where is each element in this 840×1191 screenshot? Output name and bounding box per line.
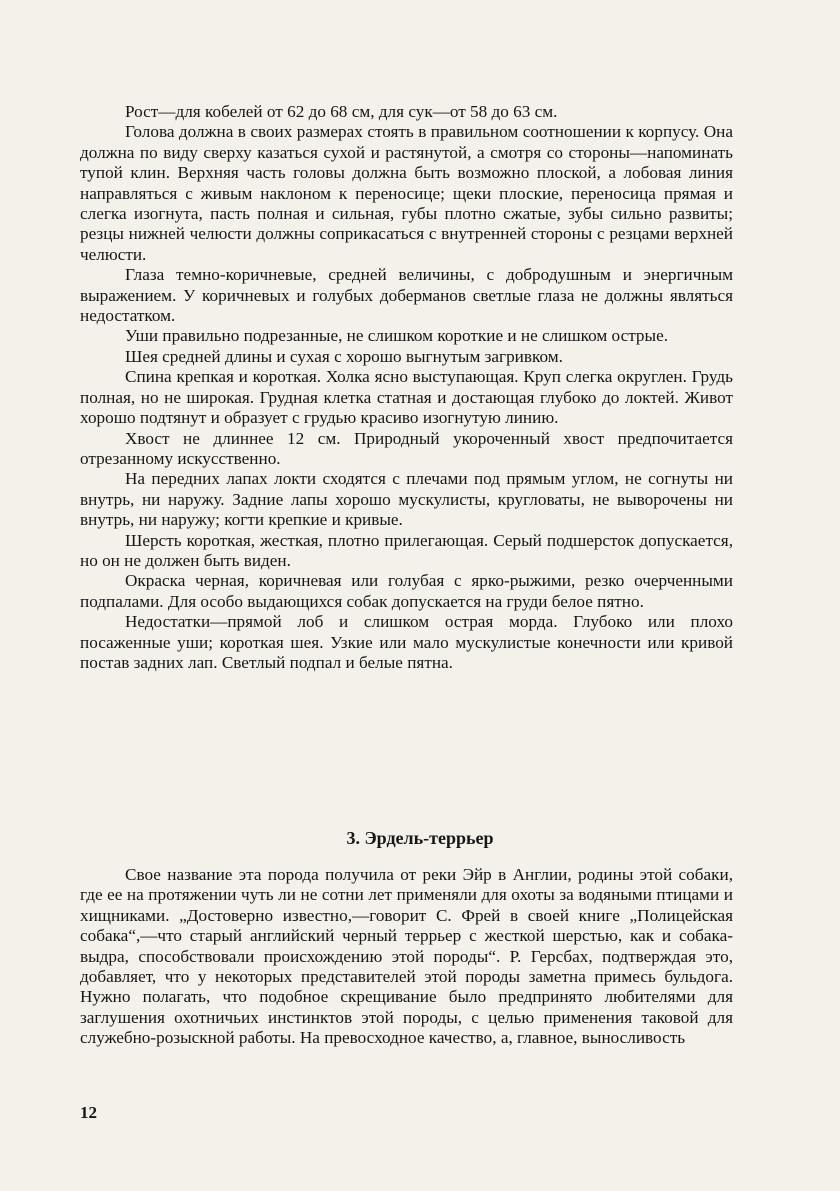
body-text [80,102,733,673]
paragraph-head: Голова должна в своих размерах стоять в правильном соотношении к корпусу. Она должна по виду сверху казаться сухой и растянутой, а смотря со стороны—напоминать тупой клин. Верхняя часть головы должна быть возможно плоской, а лобовая линия направляться с живым наклоном к переносице; щеки плоские, переносица прямая и слегка изогнута, пасть полная и сильная, губы плотно сжатые, зубы сильно развиты; резцы нижней челюсти должны соприкасаться с внутренней стороны с резцами верхней челюсти. [80,122,733,264]
paragraph-coat: Шерсть короткая, жесткая, плотно прилегающая. Серый подшерсток допускается, но он не должен быть виден. [80,530,733,570]
page-number: 12 [80,1103,97,1122]
paragraph-color: Окраска черная, коричневая или голубая с ярко-рыжими, резко очерченными подпалами. Для особо выдающихся собак допускается на груди белое пятно. [80,571,733,611]
paragraph-ears: Уши правильно подрезанные, не слишком короткие и не слишком острые. [125,326,668,346]
paragraph-legs: На передних лапах локти сходятся с плечами под прямым углом, не согнуты ни внутрь, ни наружу. Задние лапы хорошо мускулисты, кругловаты, не выворочены ни внутрь, ни наружу; когти крепкие и кривые. [80,469,733,530]
paragraph-faults: Недостатки—прямой лоб и слишком острая морда. Глубоко или плохо посаженные уши; короткая шея. Узкие или мало мускулистые конечности или кривой постав задних лап. Светлый подпал и белые пятна. [80,612,733,672]
paragraph-back: Спина крепкая и короткая. Холка ясно выступающая. Круп слегка округлен. Грудь полная, но не широкая. Грудная клетка статная и достающая глубоко до локтей. Живот хорошо подтянут и образует с грудью красиво изогнутую линию. [80,367,733,428]
section-body-text [80,865,733,1049]
paragraph-tail: Хвост не длиннее 12 см. Природный укороченный хвост предпочитается отрезанному искусственно. [80,428,733,468]
paragraph-height: Рост—для кобелей от 62 до 68 см, для сук—от 58 до 63 см. [125,102,558,121]
paragraph-airedale-origin: Свое название эта порода получила от реки Эйр в Англии, родины этой собаки, где ее на протяжении чуть ли не сотни лет применяли для охоты за водяными птицами и хищниками. „Достоверно известно,—говорит С. Фрей в своей книге „Полицейская собака“,—что старый английский черный террьер с жесткой шерстью, как и собака-выдра, способствовали происхождению этой породы“. Р. Герсбах, подтверждая это, добавляет, что у некоторых представителей этой породы заметна примесь бульдога. Нужно полагать, что подобное скрещивание было предпринято любителями для заглушения охотничьих инстинктов этой породы, с целью применения таковой для служебно-розыскной работы. На превосходное качество, а, главное, выносливость [80,865,733,1048]
paragraph-neck: Шея средней длины и сухая с хорошо выгнутым загривком. [125,346,563,366]
section-heading: 3. Эрдель-террьер [346,828,494,848]
paragraph-eyes: Глаза темно-коричневые, средней величины, с добродушным и энергичным выражением. У коричневых и голубых доберманов светлые глаза не должны являться недостатком. [80,265,733,326]
